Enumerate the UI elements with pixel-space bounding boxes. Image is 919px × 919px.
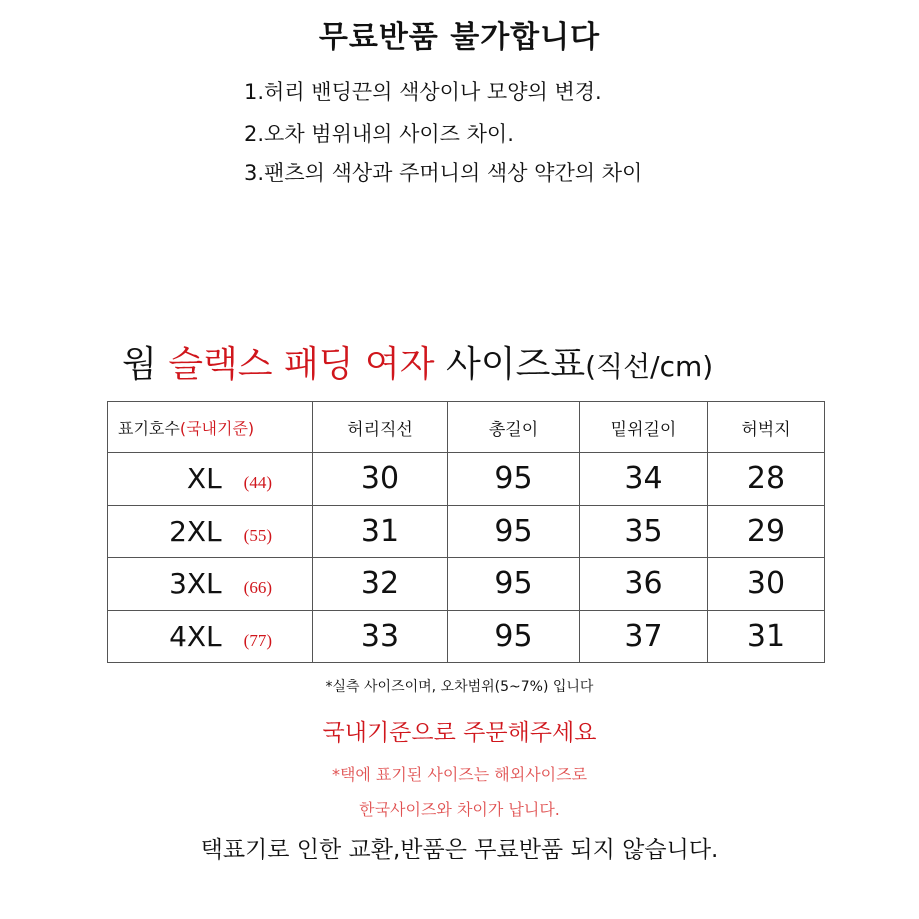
header-length: 총길이 — [448, 402, 580, 453]
waist-value: 33 — [313, 610, 448, 663]
thigh-value: 28 — [708, 453, 825, 506]
header-waist: 허리직선 — [313, 402, 448, 453]
size-chart-title-prefix: 웜 — [122, 344, 157, 385]
size-chart-title — [122, 336, 713, 387]
size-label-cell — [108, 558, 313, 611]
table-row — [108, 558, 825, 611]
korean-size: (66) — [243, 578, 272, 598]
rise-value: 36 — [580, 558, 708, 611]
header-size-label-text: 표기호수 — [118, 418, 180, 438]
size-label-cell — [108, 610, 313, 663]
size-chart-title-suffix: 사이즈표 — [446, 344, 586, 385]
thigh-value: 30 — [708, 558, 825, 611]
notice-item-3: 3.팬츠의 색상과 주머니의 색상 약간의 차이 — [244, 161, 643, 185]
tag-size-note: *택에 표기된 사이즈는 해외사이즈로 — [331, 765, 588, 784]
waist-value: 30 — [313, 453, 448, 506]
waist-value: 32 — [313, 558, 448, 611]
length-value: 95 — [448, 453, 580, 506]
size-chart-title-product: 슬랙스 패딩 여자 — [168, 344, 435, 385]
korean-size: (77) — [243, 630, 272, 650]
size-label: 2XL — [169, 514, 222, 548]
length-value: 95 — [448, 610, 580, 663]
notice-item-2: 2.오차 범위내의 사이즈 차이. — [244, 122, 514, 146]
header-size-label-korean: (국내기준) — [179, 418, 255, 438]
rise-value: 35 — [580, 505, 708, 558]
thigh-value: 29 — [708, 505, 825, 558]
korean-size: (44) — [243, 473, 272, 493]
page-title: 무료반품 불가합니다 — [318, 20, 601, 55]
waist-value: 31 — [313, 505, 448, 558]
table-row — [108, 610, 825, 663]
size-chart-title-unit: (직선/cm) — [585, 350, 714, 383]
korean-size: (55) — [243, 525, 272, 545]
header-size-label — [108, 402, 313, 453]
size-table — [107, 401, 825, 663]
table-row — [108, 453, 825, 506]
measurement-note: *실측 사이즈이며, 오차범위(5~7%) 입니다 — [325, 679, 594, 695]
size-label: 4XL — [169, 619, 222, 653]
order-notice: 국내기준으로 주문해주세요 — [322, 720, 597, 746]
header-rise: 밑위길이 — [580, 402, 708, 453]
size-label-cell — [108, 505, 313, 558]
length-value: 95 — [448, 558, 580, 611]
tag-size-note-continued: 한국사이즈와 차이가 납니다. — [359, 800, 560, 819]
size-label-cell — [108, 453, 313, 506]
notice-item-1: 1.허리 밴딩끈의 색상이나 모양의 변경. — [244, 80, 602, 104]
table-header-row — [108, 402, 825, 453]
rise-value: 37 — [580, 610, 708, 663]
rise-value: 34 — [580, 453, 708, 506]
return-policy-note: 택표기로 인한 교환,반품은 무료반품 되지 않습니다. — [200, 837, 719, 863]
header-thigh: 허벅지 — [708, 402, 825, 453]
thigh-value: 31 — [708, 610, 825, 663]
table-row — [108, 505, 825, 558]
length-value: 95 — [448, 505, 580, 558]
size-label: 3XL — [169, 567, 222, 601]
size-label: XL — [186, 462, 222, 496]
